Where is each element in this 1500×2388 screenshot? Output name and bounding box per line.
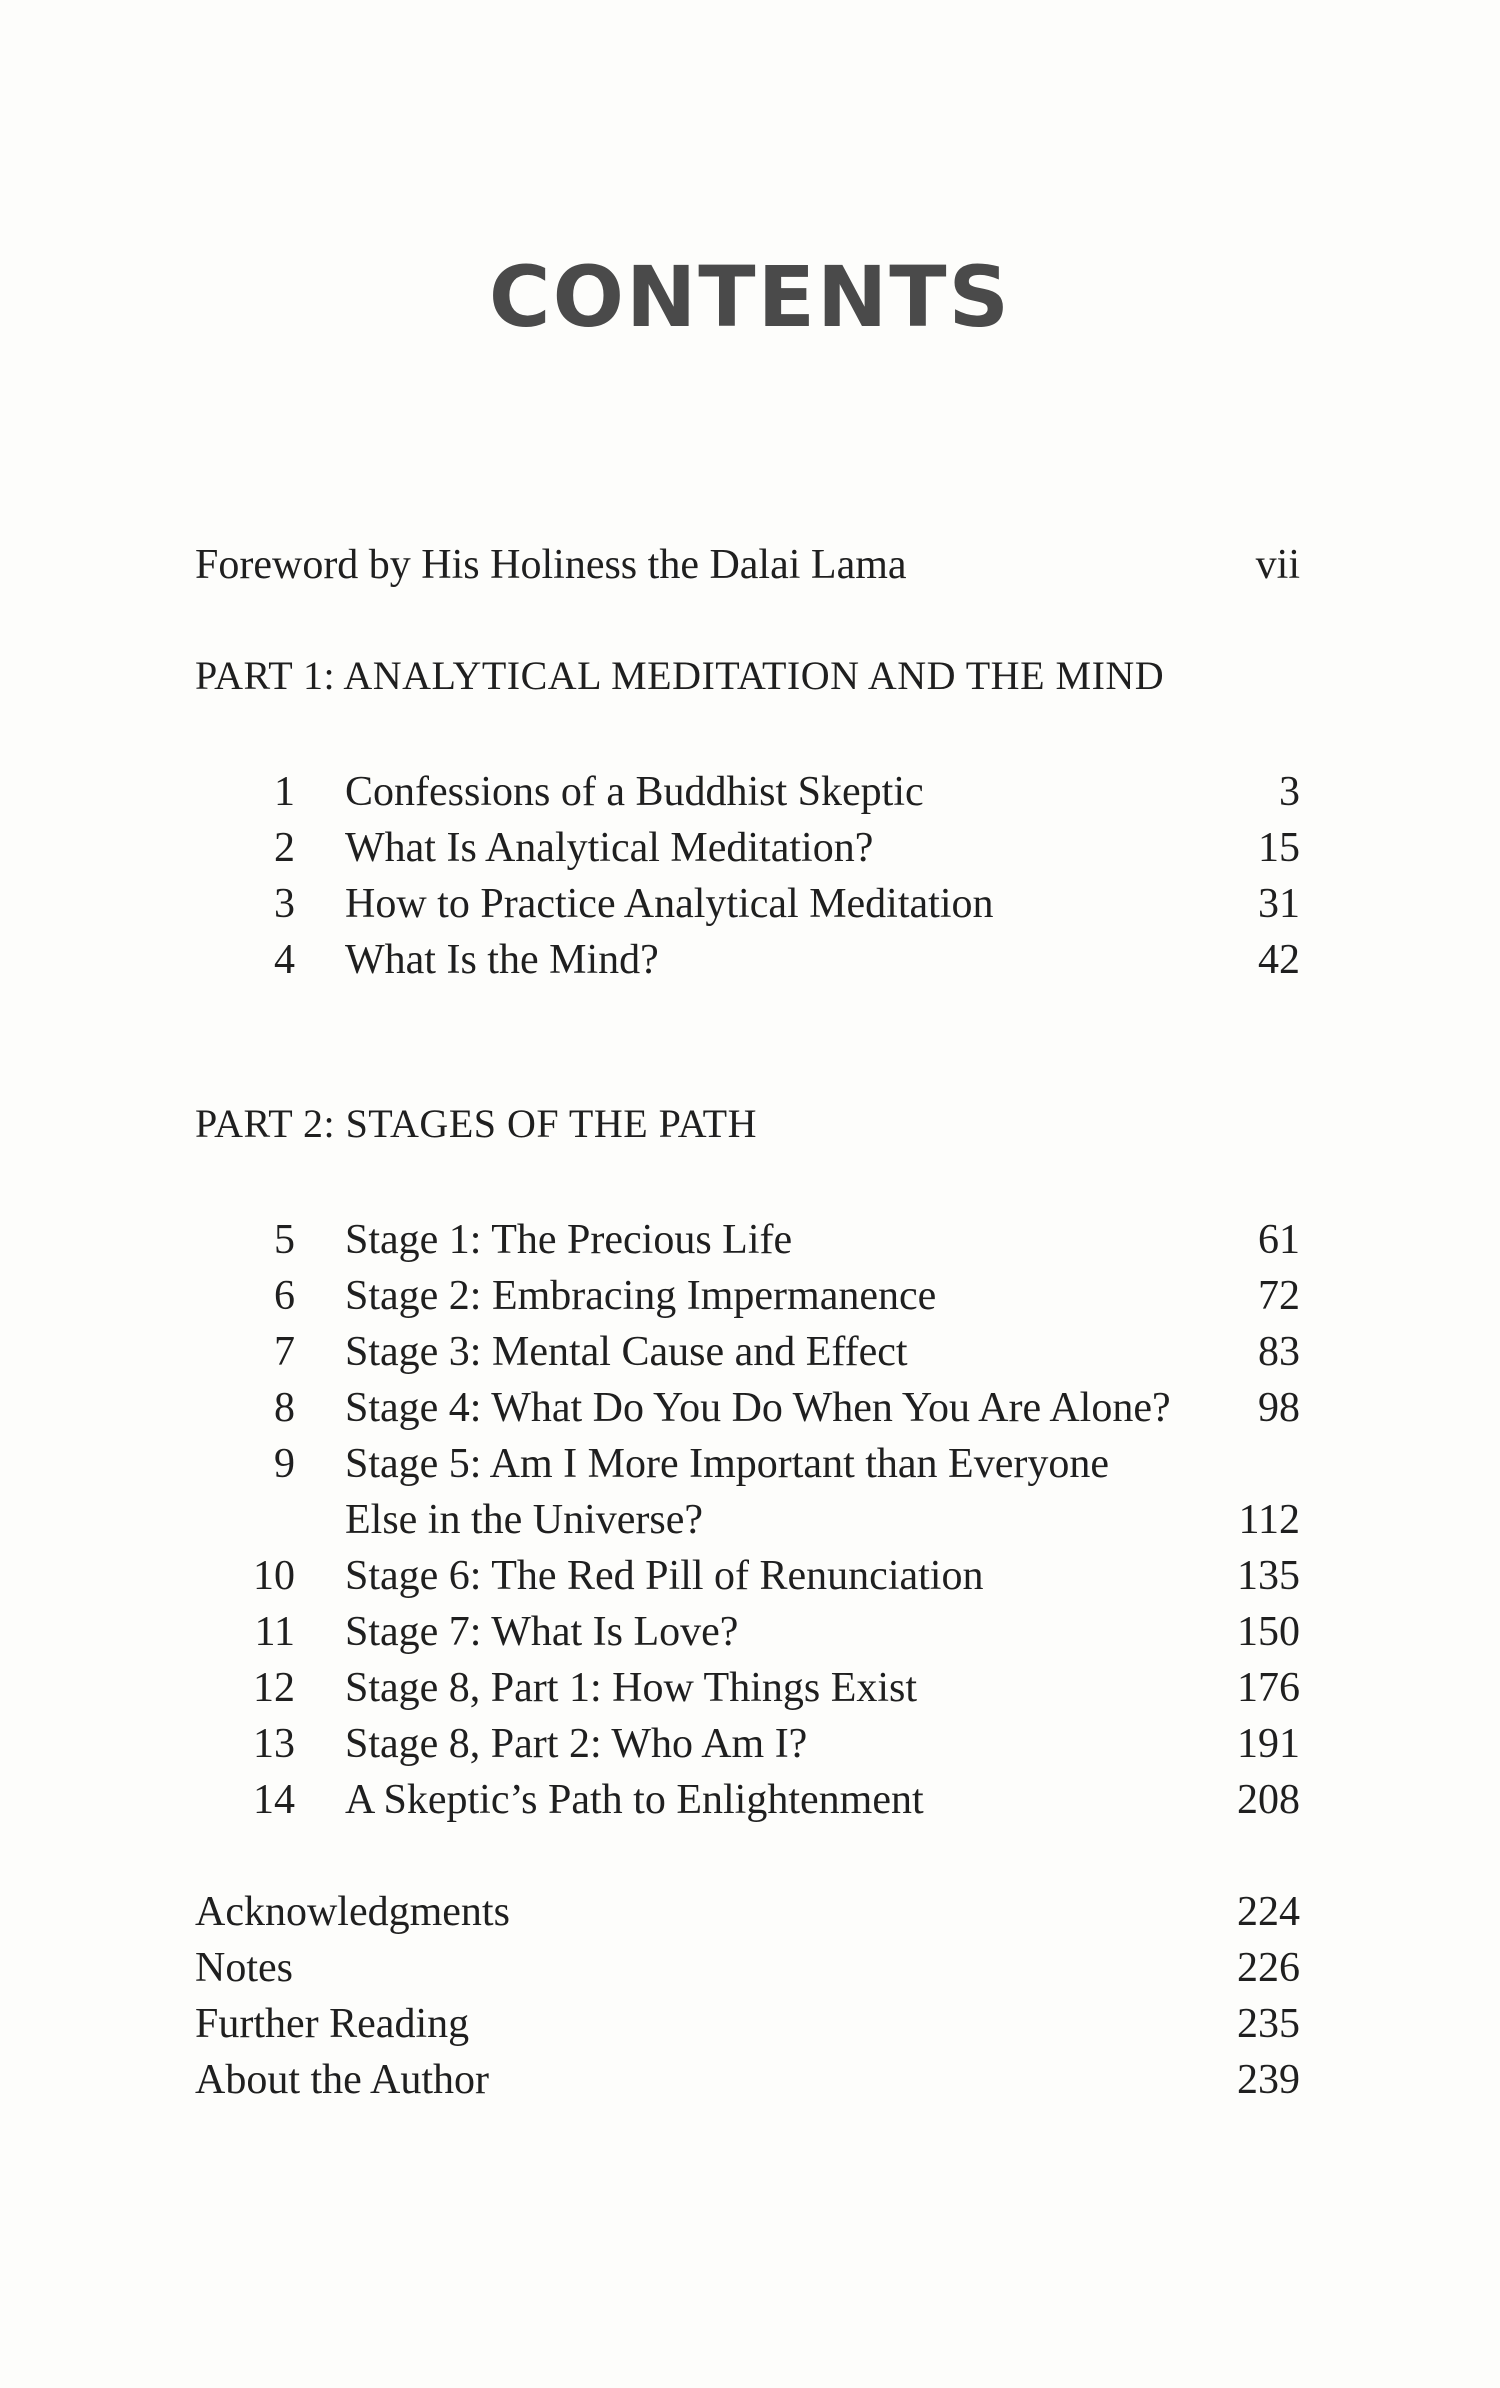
chapter-number: 8 (274, 1385, 295, 1431)
chapter-title-continued: Else in the Universe? (345, 1497, 704, 1543)
chapter-title: Stage 6: The Red Pill of Renunciation (345, 1553, 984, 1599)
chapter-number: 7 (274, 1329, 295, 1375)
chapter-page: 72 (1258, 1273, 1300, 1319)
toc-entry-page: 239 (1237, 2057, 1300, 2103)
chapter-title: Stage 1: The Precious Life (345, 1217, 793, 1263)
chapter-title: Confessions of a Buddhist Skeptic (345, 769, 924, 815)
chapter-number: 1 (274, 769, 295, 815)
chapter-number: 14 (253, 1777, 295, 1823)
chapter-number: 11 (254, 1609, 295, 1655)
toc-entry-page: 224 (1237, 1889, 1300, 1935)
chapter-title: Stage 7: What Is Love? (345, 1609, 739, 1655)
chapter-number: 5 (274, 1217, 295, 1263)
toc-entry-page: vii (1255, 542, 1300, 588)
toc-entry-back-matter[interactable] (195, 1996, 1300, 2052)
chapter-number: 9 (274, 1441, 295, 1487)
chapter-page: 176 (1237, 1665, 1300, 1711)
chapter-title: Stage 8, Part 2: Who Am I? (345, 1721, 808, 1767)
toc-entry-foreword[interactable] (195, 537, 1300, 593)
chapter-page: 112 (1238, 1497, 1300, 1543)
page-title: CONTENTS (488, 248, 1012, 346)
chapter-page: 61 (1258, 1217, 1300, 1263)
chapter-page: 83 (1258, 1329, 1300, 1375)
chapter-page: 98 (1258, 1385, 1300, 1431)
chapter-title: Stage 4: What Do You Do When You Are Alone? (345, 1385, 1171, 1431)
toc-entry-page: 226 (1237, 1945, 1300, 1991)
chapter-title: What Is the Mind? (345, 937, 659, 983)
chapter-number: 13 (253, 1721, 295, 1767)
chapter-page: 15 (1258, 825, 1300, 871)
chapter-number: 10 (253, 1553, 295, 1599)
chapter-number: 4 (274, 937, 295, 983)
chapter-title: A Skeptic’s Path to Enlightenment (345, 1777, 924, 1823)
toc-entry-label: Notes (195, 1945, 293, 1991)
toc-entry-back-matter[interactable] (195, 1884, 1300, 1940)
toc-entry-label: About the Author (195, 2057, 489, 2103)
chapter-page: 150 (1237, 1609, 1300, 1655)
chapter-title: How to Practice Analytical Meditation (345, 881, 994, 927)
chapter-page: 3 (1279, 769, 1300, 815)
toc-entry-back-matter[interactable] (195, 1940, 1300, 1996)
chapter-title: Stage 8, Part 1: How Things Exist (345, 1665, 918, 1711)
chapter-title: Stage 2: Embracing Impermanence (345, 1273, 937, 1319)
chapter-page: 135 (1237, 1553, 1300, 1599)
part-2-heading: PART 2: STAGES OF THE PATH (195, 1101, 758, 1146)
chapter-number: 6 (274, 1273, 295, 1319)
chapter-title: What Is Analytical Meditation? (345, 825, 874, 871)
chapter-page: 208 (1237, 1777, 1300, 1823)
chapter-title: Stage 5: Am I More Important than Everyone (345, 1441, 1109, 1487)
part-1-heading: PART 1: ANALYTICAL MEDITATION AND THE MIND (195, 653, 1165, 698)
toc-entry-back-matter[interactable] (195, 2052, 1300, 2108)
chapter-page: 191 (1237, 1721, 1300, 1767)
chapter-page: 31 (1258, 881, 1300, 927)
toc-entry-label: Acknowledgments (195, 1889, 510, 1935)
chapter-number: 2 (274, 825, 295, 871)
chapter-number: 12 (253, 1665, 295, 1711)
toc-entry-page: 235 (1237, 2001, 1300, 2047)
chapter-title: Stage 3: Mental Cause and Effect (345, 1329, 908, 1375)
toc-entry-label: Further Reading (195, 2001, 470, 2047)
chapter-page: 42 (1258, 937, 1300, 983)
chapter-number: 3 (274, 881, 295, 927)
toc-entry-label: Foreword by His Holiness the Dalai Lama (195, 542, 907, 588)
